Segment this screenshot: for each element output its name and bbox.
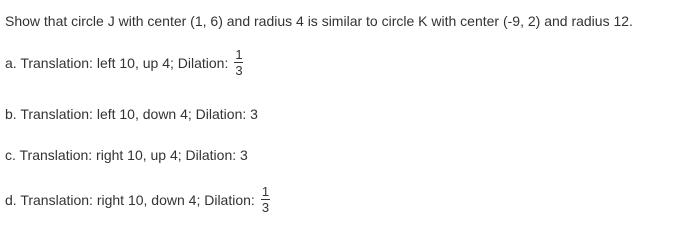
option-c[interactable] (5, 147, 248, 163)
option-d-label: d. Translation: right 10, down 4; Dilation: (5, 191, 255, 208)
option-a-fraction (234, 48, 243, 77)
fraction-denominator: 3 (261, 200, 270, 215)
option-b-label: b. Translation: left 10, down 4; Dilation: 3 (5, 106, 258, 122)
option-a[interactable] (5, 48, 244, 77)
option-c-label: c. Translation: right 10, up 4; Dilation: 3 (5, 147, 248, 163)
option-d-fraction (261, 185, 270, 214)
fraction-numerator: 1 (235, 47, 243, 62)
fraction-numerator: 1 (261, 184, 270, 199)
option-a-label: a. Translation: left 10, up 4; Dilation: (5, 54, 229, 71)
question-text: Show that circle J with center (1, 6) and radius 4 is similar to circle K with center (-9, 2) and radius 12. (5, 13, 633, 29)
option-b[interactable] (5, 106, 258, 122)
option-d[interactable] (5, 185, 270, 214)
fraction-denominator: 3 (235, 63, 243, 78)
